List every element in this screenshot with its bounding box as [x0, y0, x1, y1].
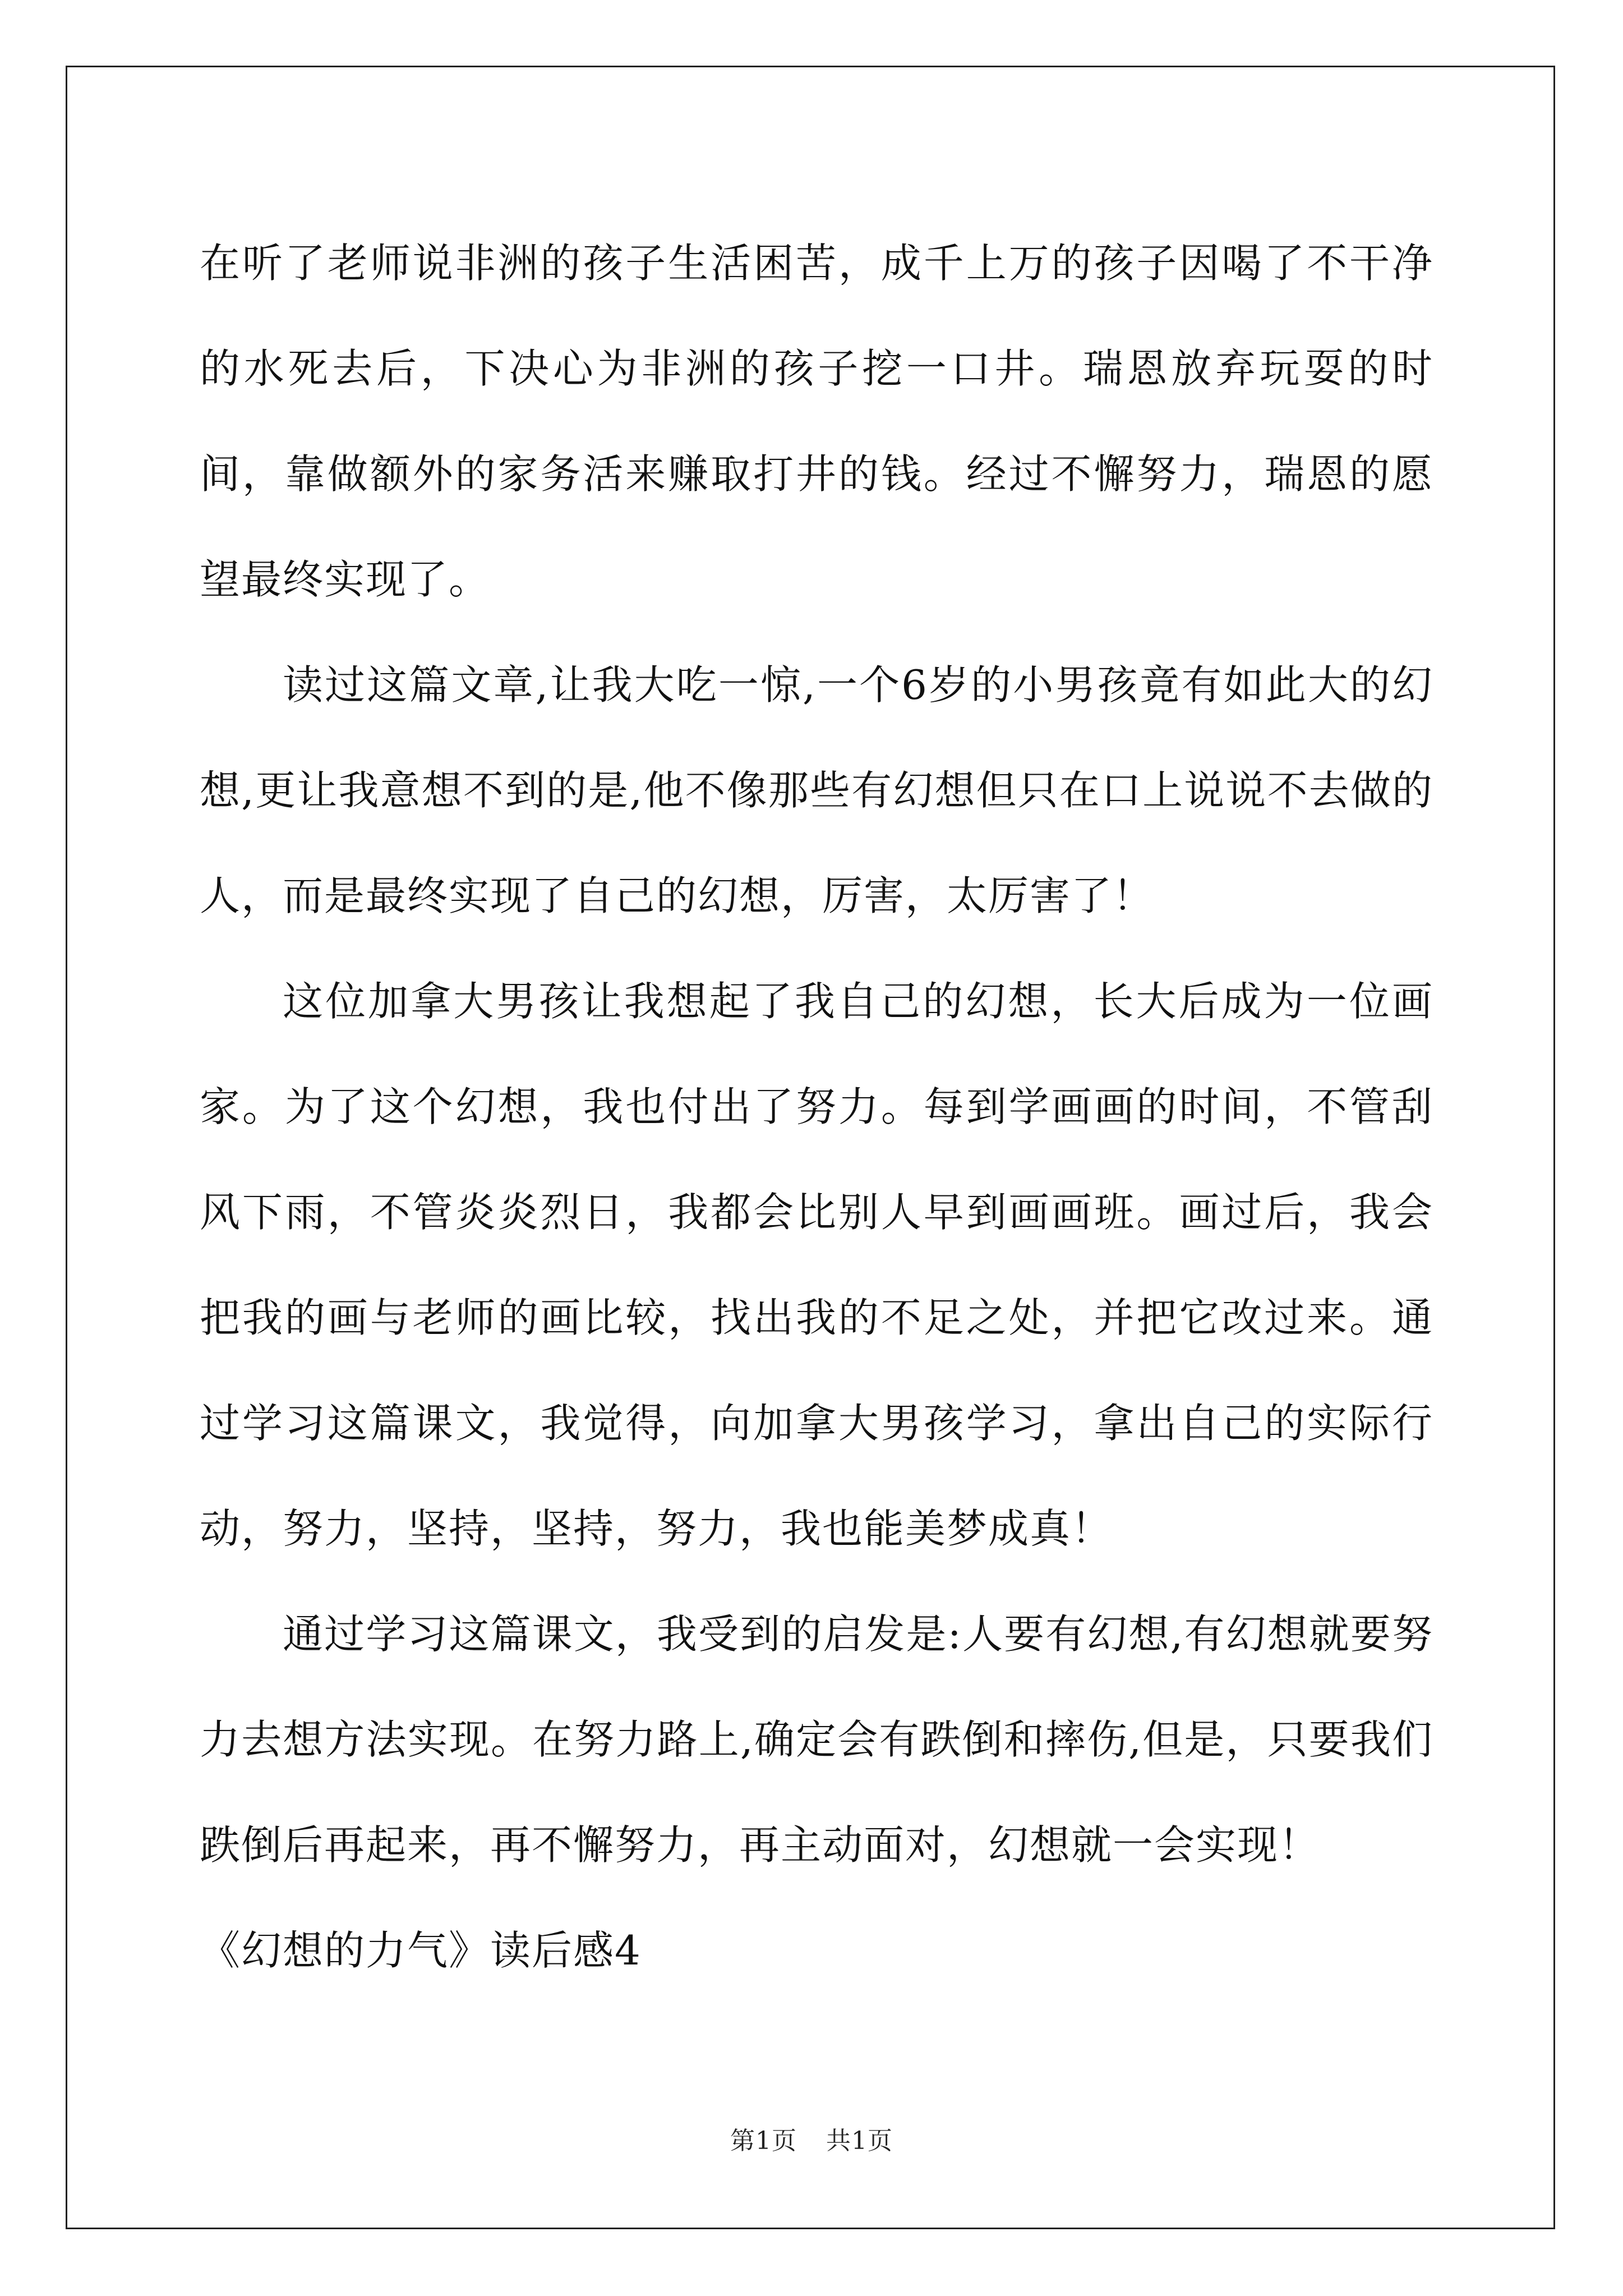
document-body: [200, 210, 1433, 2003]
paragraph-4: 通过学习这篇课文，我受到的启发是:人要有幻想,有幻想就要努力去想方法实现。在努力路上,确定会有跌倒和摔伤,但是，只要我们跌倒后再起来，再不懈努力，再主动面对，幻想就一会实现！: [200, 1611, 1433, 1869]
section-title: 《幻想的力气》读后感4: [200, 1927, 642, 1974]
page-number: 第1页: [730, 2127, 797, 2155]
paragraph-3: 这位加拿大男孩让我想起了我自己的幻想，长大后成为一位画家。为了这个幻想，我也付出了努力。每到学画画的时间，不管刮风下雨，不管炎炎烈日，我都会比别人早到画画班。画过后，我会把我的画与老师的画比较，找出我的不足之处，并把它改过来。通过学习这篇课文，我觉得，向加拿大男孩学习，拿出自己的实际行动，努力，坚持，坚持，努力，我也能美梦成真！: [200, 978, 1433, 1552]
page-footer: [0, 2120, 1623, 2156]
page-total: 共1页: [826, 2127, 893, 2155]
paragraph-2: 读过这篇文章,让我大吃一惊,一个6岁的小男孩竟有如此大的幻想,更让我意想不到的是,他不像那些有幻想但只在口上说说不去做的人，而是最终实现了自己的幻想，厉害，太厉害了！: [200, 661, 1433, 919]
paragraph-1: 在听了老师说非洲的孩子生活困苦，成千上万的孩子因喝了不干净的水死去后，下决心为非洲的孩子挖一口井。瑞恩放弃玩耍的时间，靠做额外的家务活来赚取打井的钱。经过不懈努力，瑞恩的愿望最终实现了。: [200, 240, 1433, 603]
